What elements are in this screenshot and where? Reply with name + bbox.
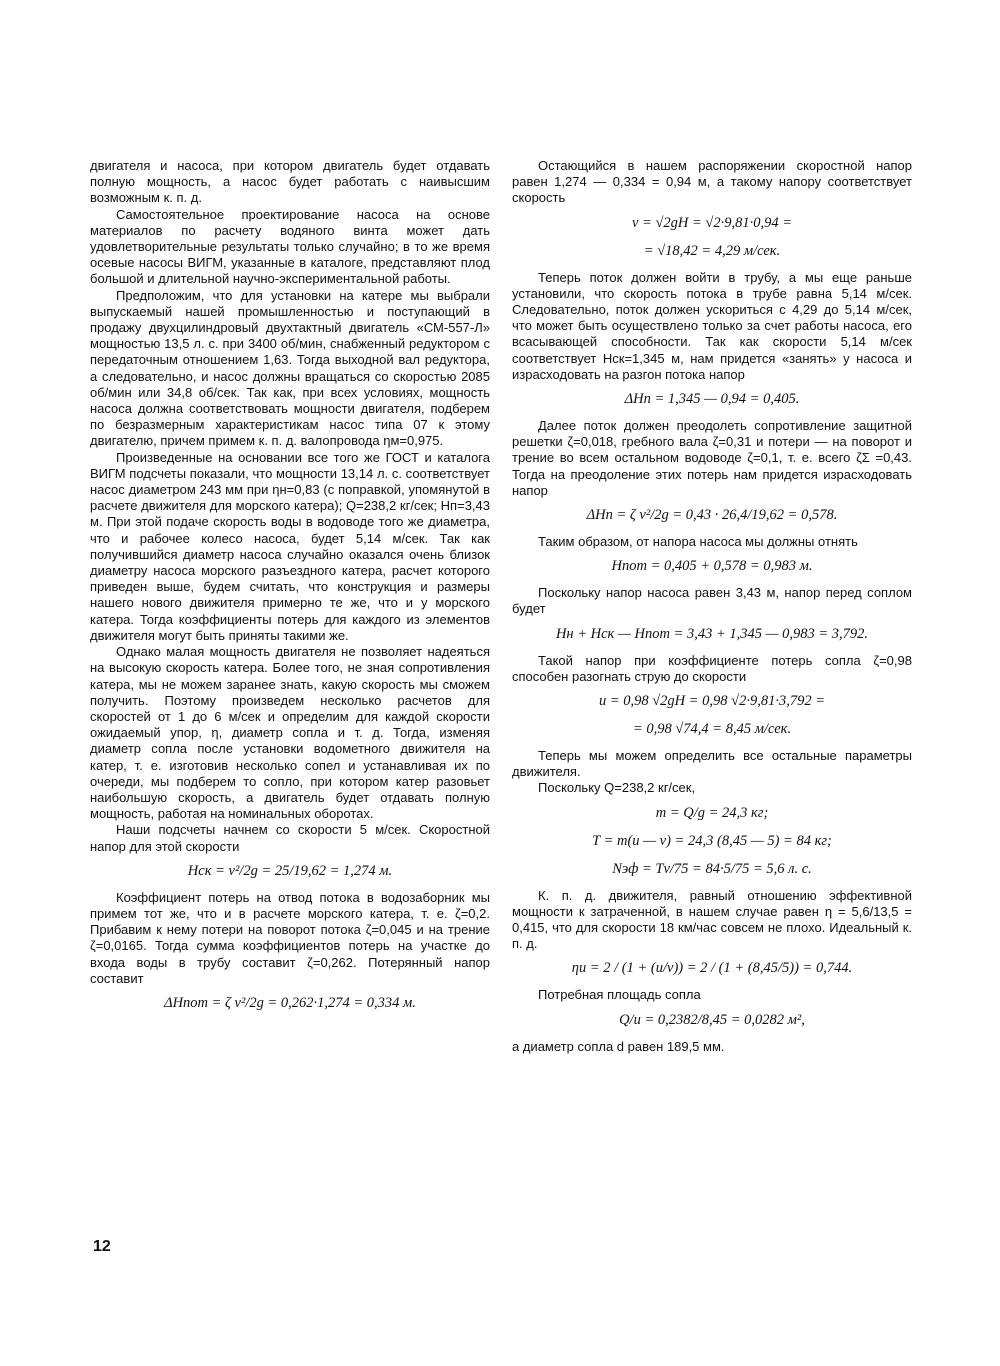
paragraph: Коэффициент потерь на отвод потока в водозаборник мы примем тот же, что и в расчете морского катера, т. е. ζ=0,2. Прибавим к нему потери на поворот потока ζ=0,045 и на трение ζ=0,0165. Тогда сумма коэффициентов потерь на участке до входа воды в трубу составит ζ=0,262. Потерянный напор составит <box>90 889 490 986</box>
formula: v = √2gH = √2·9,81·0,94 = <box>631 214 793 231</box>
formula: Hпот = 0,405 + 0,578 = 0,983 м. <box>611 558 813 575</box>
paragraph: Поскольку напор насоса равен 3,43 м, напор перед соплом будет <box>512 585 912 617</box>
paragraph: Потребная площадь сопла <box>538 987 701 1003</box>
formula: Q/u = 0,2382/8,45 = 0,0282 м², <box>619 1011 805 1028</box>
paragraph: Произведенные на основании все того же ГОСТ и каталога ВИГМ подсчеты показали, что мощности 13,14 л. с. соответствует насос диаметром 243 мм при ηн=0,83 (с поправкой, упомянутой в расчете движителя для морского катера); Q=238,2 кг/сек; Hп=3,43 м. При этой подаче скорость воды в водоводе того же диаметра, что и рабочее колесо насоса, будет 5,14 м/сек. Так как получившийся диаметр насоса случайно оказался очень близок диаметру насоса морского разъездного катера, расчет которого приведен выше, будем считать, что конструкция и размеры нашего нового движителя примерно те же, что и у морского катера. Тогда коэффициенты потерь для каждого из элементов движителя могут быть приняты такими же. <box>90 449 490 643</box>
paragraph: Теперь поток должен войти в трубу, а мы еще раньше установили, что скорость потока в трубе равна 5,14 м/сек. Следовательно, поток должен ускориться с 4,29 до 5,14 м/сек, что может быть осуществлено только за счет работы насоса, его всасывающей способности. Так как скорости 5,14 м/сек соответствует Hск=1,345 м, нам придется «занять» у насоса и израсходовать на разгон потока напор <box>512 269 912 382</box>
paragraph: Наши подсчеты начнем со скорости 5 м/сек. Скоростной напор для этой скорости <box>90 822 490 854</box>
left-text-column <box>90 158 490 1022</box>
paragraph: двигателя и насоса, при котором двигатель будет отдавать полную мощность, а насос будет работать с наивысшим возможным к. п. д. <box>90 158 490 206</box>
paragraph: Таким образом, от напора насоса мы должны отнять <box>538 534 858 550</box>
paragraph: Поскольку Q=238,2 кг/сек, <box>538 780 696 796</box>
paragraph: Предположим, что для установки на катере мы выбрали выпускаемый нашей промышленностью и поступающий в продажу двухцилиндровый двухтактный двигатель «СМ-557-Л» мощностью 13,5 л. с. при 3400 об/мин, снабженный редуктором с передаточным отношением 1,63. Тогда выходной вал редуктора, а следовательно, и насос должны вращаться со скоростью 2085 об/мин или 34,8 об/сек. Так как, при всех условиях, мощность насоса должна соответствовать мощности двигателя, подберем по безразмерным характеристикам насос типа 07 к этому двигателю, причем примем к. п. д. валопровода ηм=0,975. <box>90 287 490 449</box>
paragraph: К. п. д. движителя, равный отношению эффективной мощности к затраченной, в нашем случае равен η = 5,6/13,5 = 0,415, что для скорости 18 км/час совсем не плохо. Идеальный к. п. д. <box>512 887 912 952</box>
formula: ΔHпот = ζ v²/2g = 0,262·1,274 = 0,334 м. <box>164 994 416 1011</box>
formula: Hск = v²/2g = 25/19,62 = 1,274 м. <box>187 862 393 879</box>
page-number: 12 <box>93 1238 111 1255</box>
paragraph: Однако малая мощность двигателя не позволяет надеяться на высокую скорость катера. Более того, не зная сопротивления катера, мы не можем заранее знать, какую скорость мы сможем получить. Поэтому произведем несколько расчетов для скоростей от 1 до 6 м/сек и определим для каждой скорости ожидаемый упор, η, диаметр сопла и т. д. Тогда, изменяя диаметр сопла после установки водометного движителя на катер, т. е. изготовив несколько сопел и устанавливая их по очереди, мы подберем то сопло, при котором катер разовьет наибольшую скорость, а двигатель будет отдавать полную мощность, работая на номинальных оборотах. <box>90 644 490 822</box>
paragraph: а диаметр сопла d равен 189,5 мм. <box>512 1038 725 1054</box>
formula: = √18,42 = 4,29 м/сек. <box>643 242 781 259</box>
right-text-column <box>512 158 912 1055</box>
paragraph: Остающийся в нашем распоряжении скоростной напор равен 1,274 — 0,334 = 0,94 м, а такому напору соответствует скорость <box>512 158 912 206</box>
paragraph: Далее поток должен преодолеть сопротивление защитной решетки ζ=0,018, гребного вала ζ=0,31 и потери — на поворот и трение во всем остальном водоводе ζ=0,1, т. е. всего ζΣ =0,43. Тогда на преодоление этих потерь нам придется израсходовать напор <box>512 418 912 498</box>
paragraph: Теперь мы можем определить все остальные параметры движителя. <box>512 748 912 780</box>
formula: = 0,98 √74,4 = 8,45 м/сек. <box>632 721 792 738</box>
paragraph: Самостоятельное проектирование насоса на основе материалов по расчету водяного винта может дать удовлетворительные результаты только случайно; в то же время осевые насосы ВИГМ, указанные в каталоге, представляют плод большой и длительной научно-экспериментальной работы. <box>90 206 490 287</box>
formula: Nэф = Tv/75 = 84·5/75 = 5,6 л. с. <box>612 860 812 877</box>
formula: T = m(u — v) = 24,3 (8,45 — 5) = 84 кг; <box>592 832 832 849</box>
formula: u = 0,98 √2gH = 0,98 √2·9,81·3,792 = <box>598 693 826 710</box>
formula: ΔHп = ζ v²/2g = 0,43 · 26,4/19,62 = 0,578. <box>586 507 838 524</box>
formula: Hн + Hск — Hпот = 3,43 + 1,345 — 0,983 = 3,792. <box>555 625 869 642</box>
paragraph: Такой напор при коэффициенте потерь сопла ζ=0,98 способен разогнать струю до скорости <box>512 652 912 684</box>
formula: ηи = 2 / (1 + (u/v)) = 2 / (1 + (8,45/5)) = 0,744. <box>571 960 853 977</box>
formula: ΔHп = 1,345 — 0,94 = 0,405. <box>624 391 800 408</box>
formula: m = Q/g = 24,3 кг; <box>655 804 769 821</box>
